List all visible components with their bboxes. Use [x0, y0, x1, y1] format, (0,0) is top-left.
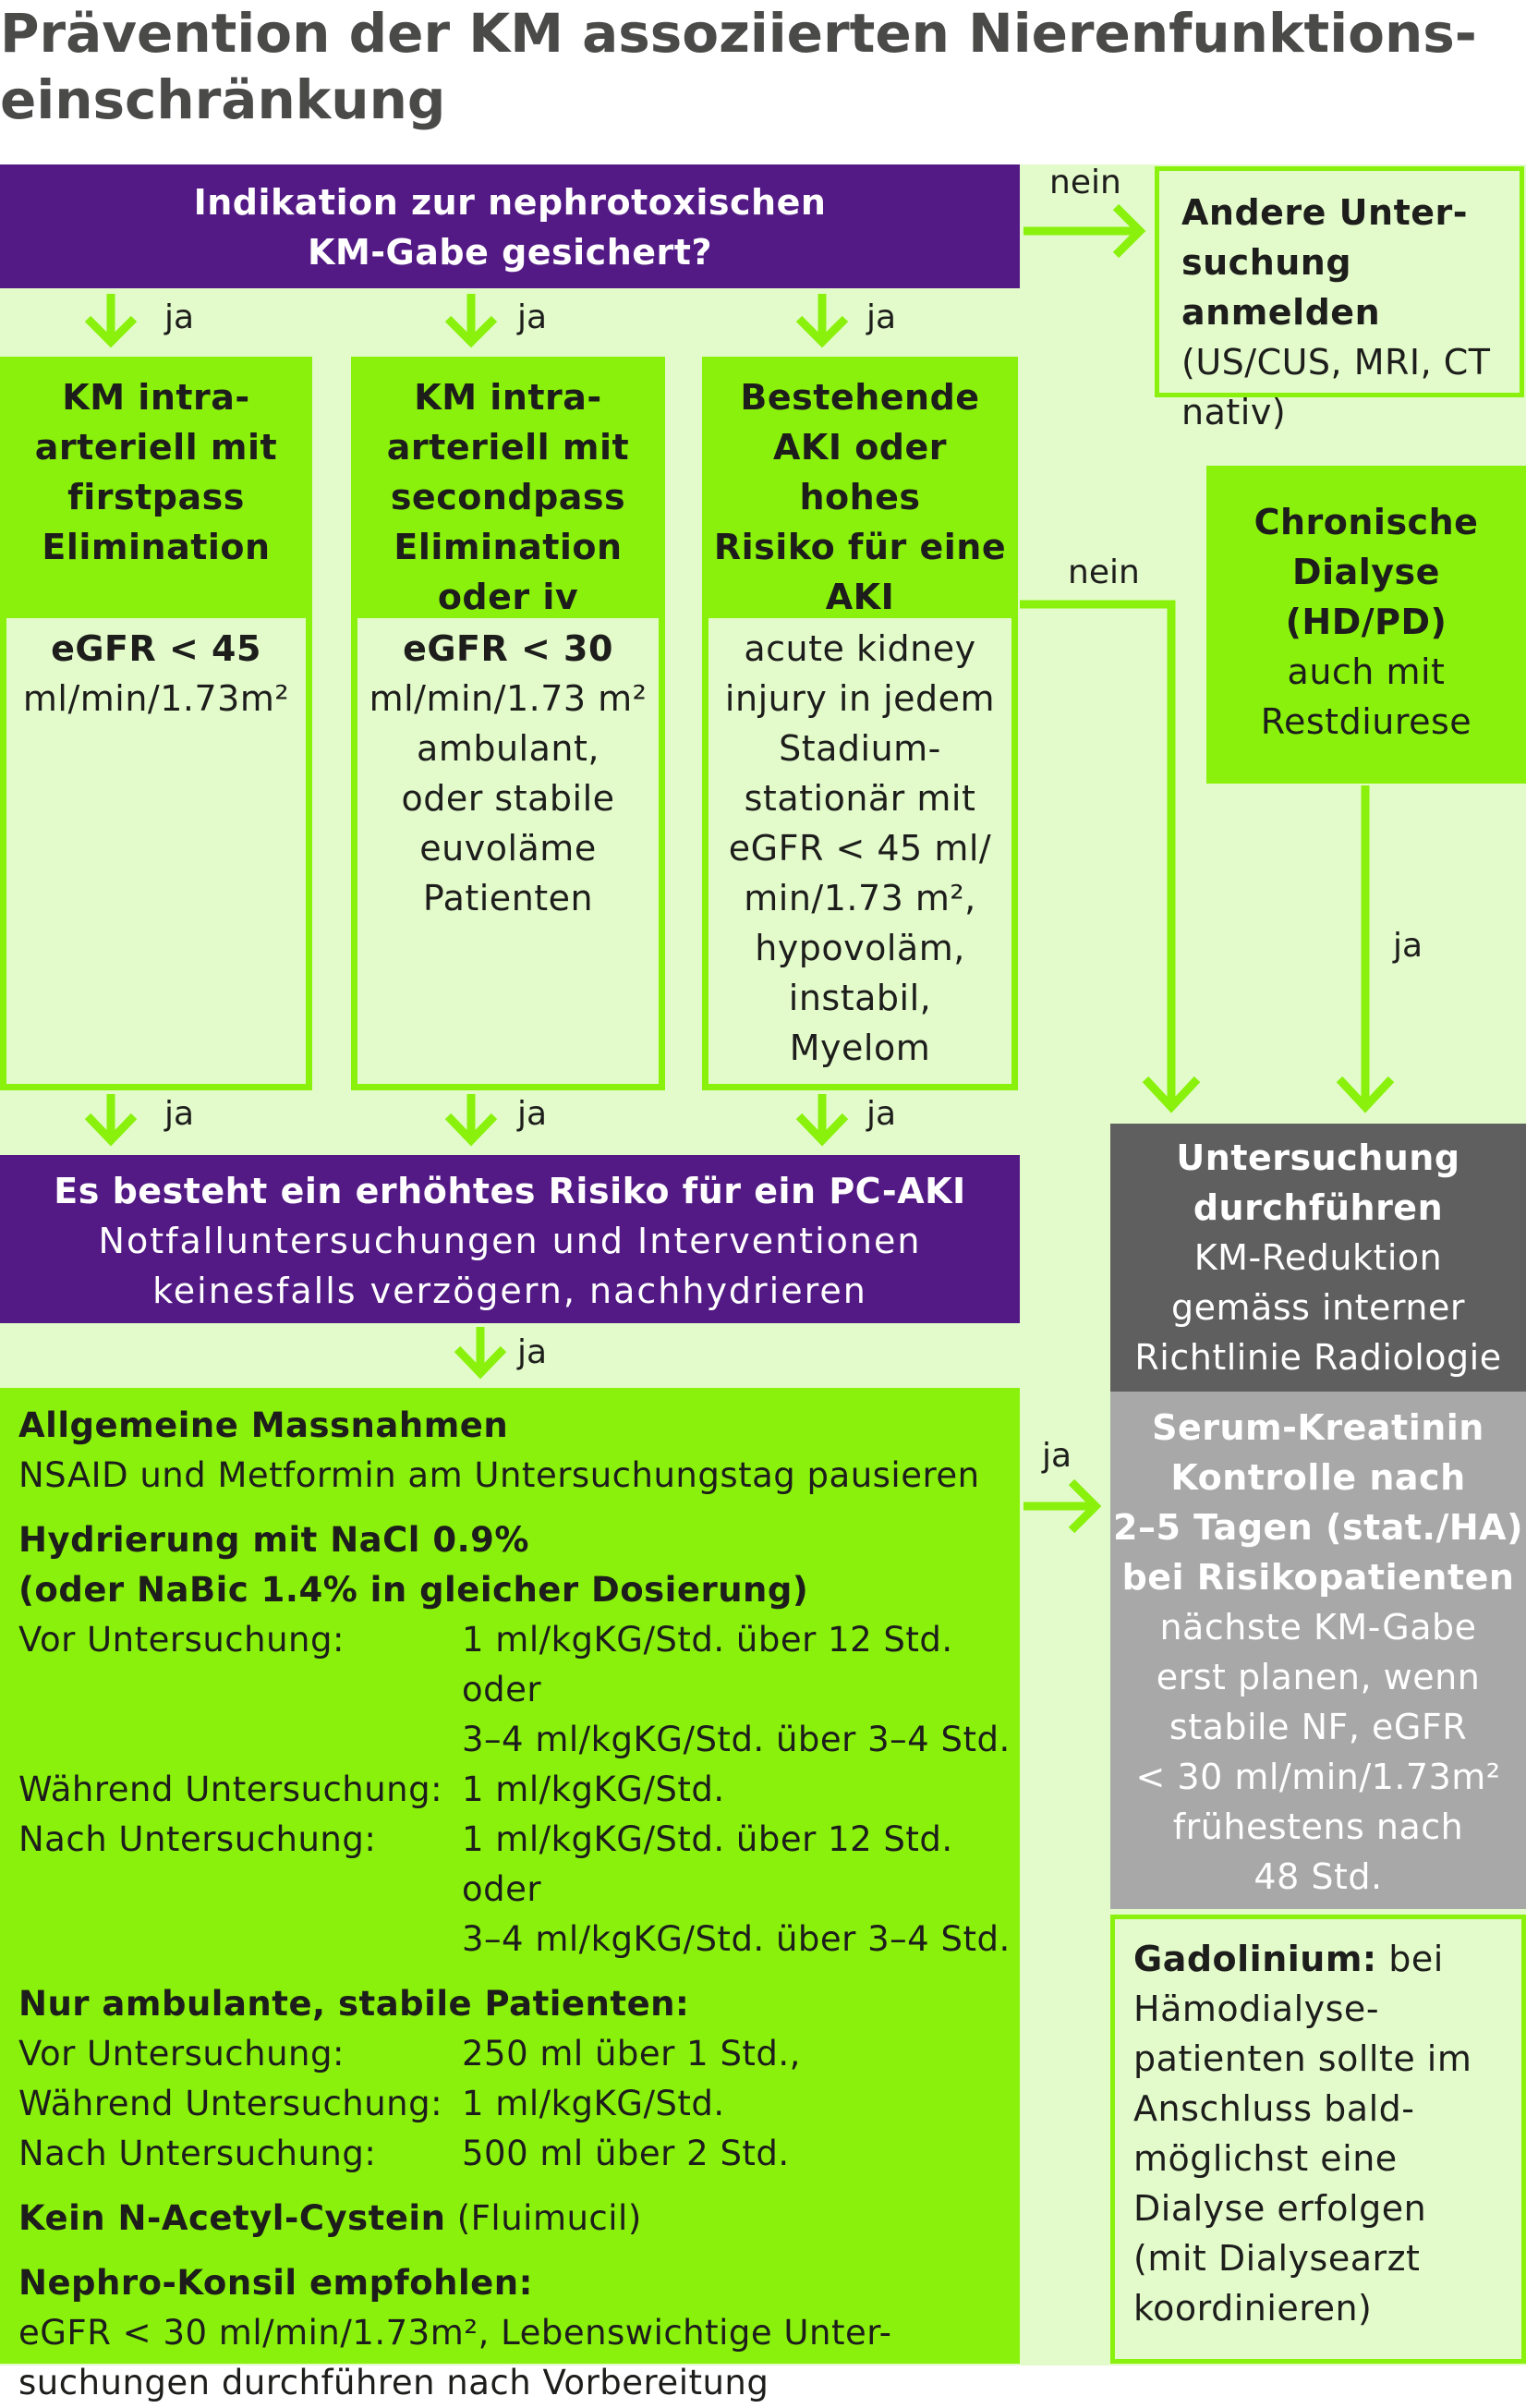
column-aki-line-5: eGFR < 45 ml/: [728, 828, 992, 869]
risk-text-1: Notfalluntersuchungen und Interventionen: [98, 1221, 922, 1261]
hydration-after-label: Nach Untersuchung:: [18, 1819, 377, 1859]
risk-text-2: keinesfalls verzögern, nachhydrieren: [152, 1271, 867, 1311]
outpatient-before-value: 250 ml über 1 Std.,: [462, 2034, 801, 2074]
dialysis-text-1: auch mit: [1287, 651, 1446, 692]
column-aki-line-4: stationär mit: [744, 778, 976, 819]
gadolinium-line-3: Anschluss bald-: [1133, 2088, 1415, 2129]
column-secondpass-header-3: secondpass: [390, 477, 626, 517]
outpatient-after-value: 500 ml über 2 Std.: [462, 2134, 790, 2173]
creatinine-text-4: < 30 ml/min/1.73m²: [1135, 1757, 1501, 1797]
title-line-1: Prävention der KM assoziierten Nierenfunktions-: [0, 2, 1477, 65]
nephro-title: Nephro-Konsil empfohlen:: [18, 2263, 533, 2303]
creatinine-text-6: 48 Std.: [1254, 1856, 1383, 1897]
hydration-after-value-2: 3–4 ml/kgKG/Std. über 3–4 Std.: [462, 1919, 1011, 1959]
question-line-1: Indikation zur nephrotoxischen: [193, 182, 827, 223]
other-exam-title-1: Andere Unter-: [1181, 192, 1469, 233]
perform-text-1: KM-Reduktion: [1193, 1237, 1443, 1278]
column-aki-header-4: AKI: [825, 577, 895, 617]
perform-title-2: durchführen: [1193, 1187, 1444, 1228]
general-measures-title: Allgemeine Massnahmen: [18, 1405, 509, 1445]
hydration-title-2: (oder NaBic 1.4% in gleicher Dosierung): [18, 1570, 809, 1610]
creatinine-text-5: frühestens nach: [1172, 1806, 1464, 1847]
column-firstpass-egfr: eGFR < 45: [51, 628, 261, 669]
hydration-title-1: Hydrierung mit NaCl 0.9%: [18, 1520, 529, 1560]
column-secondpass-line-1: ml/min/1.73 m²: [369, 678, 648, 719]
nac-text: (Fluimucil): [445, 2198, 642, 2238]
nephro-text-2: suchungen durchführen nach Vorbereitung: [18, 2363, 769, 2402]
arrow-col1-risk: [88, 1094, 134, 1140]
outpatient-during-label: Während Untersuchung:: [18, 2084, 443, 2123]
arrow-dialysis-perform: [1339, 785, 1391, 1107]
gadolinium-line-4: möglichst eine: [1133, 2138, 1398, 2179]
arrow-col3-risk: [799, 1094, 845, 1140]
outpatient-before-label: Vor Untersuchung:: [18, 2034, 345, 2074]
column-secondpass-line-3: oder stabile: [401, 778, 615, 819]
label-ja-col2-risk: ja: [517, 1095, 548, 1133]
arrow-q-col2: [448, 294, 494, 342]
other-exam-text-2: nativ): [1181, 392, 1287, 432]
perform-title-1: Untersuchung: [1176, 1137, 1460, 1178]
outpatient-during-value: 1 ml/kgKG/Std.: [462, 2084, 725, 2123]
label-ja-q-col3: ja: [866, 298, 897, 336]
label-ja-dialysis: ja: [1393, 927, 1423, 965]
arrow-q-col3: [799, 294, 845, 342]
hydration-during-label: Während Untersuchung:: [18, 1770, 443, 1809]
column-secondpass-header-5: oder iv: [437, 577, 579, 617]
column-secondpass-header-1: KM intra-: [414, 377, 602, 418]
perform-text-3: Richtlinie Radiologie: [1134, 1337, 1502, 1378]
question-line-2: KM-Gabe gesichert?: [308, 232, 712, 273]
risk-title: Es besteht ein erhöhtes Risiko für ein PC-AKI: [54, 1171, 966, 1211]
creatinine-text-1: nächste KM-Gabe: [1159, 1607, 1477, 1648]
arrow-q-col1: [88, 294, 134, 342]
gadolinium-line-1: Hämodialyse-: [1133, 1988, 1380, 2029]
column-firstpass-unit: ml/min/1.73m²: [22, 678, 290, 719]
dialysis-title-2: Dialyse: [1292, 552, 1440, 592]
hydration-before-value-2: 3–4 ml/kgKG/Std. über 3–4 Std.: [462, 1720, 1011, 1759]
label-ja-measures-creatinine: ja: [1042, 1437, 1072, 1475]
general-measures-text: NSAID und Metformin am Untersuchungstag pausieren: [18, 1455, 980, 1495]
creatinine-title-4: bei Risikopatienten: [1121, 1557, 1515, 1598]
column-secondpass-line-4: euvoläme: [419, 828, 597, 869]
gadolinium-first: bei: [1376, 1939, 1444, 1979]
gadolinium-title: Gadolinium:: [1133, 1939, 1377, 1979]
nac-title: Kein N-Acetyl-Cystein: [18, 2198, 446, 2238]
creatinine-title-2: Kontrolle nach: [1170, 1457, 1466, 1498]
creatinine-text-3: stabile NF, eGFR: [1169, 1707, 1468, 1747]
column-aki-line-1: acute kidney: [744, 628, 976, 669]
perform-text-2: gemäss interner: [1171, 1287, 1465, 1328]
arrow-col3-perform: [1020, 604, 1197, 1107]
arrow-q-other: [1023, 207, 1140, 255]
column-firstpass-header-1: KM intra-: [62, 377, 250, 418]
other-exam-title-2: suchung anmelden: [1181, 242, 1381, 333]
creatinine-text-2: erst planen, wenn: [1156, 1657, 1481, 1697]
dialysis-title-1: Chronische: [1254, 502, 1479, 542]
column-firstpass-header-3: firstpass: [67, 477, 245, 517]
hydration-during-value: 1 ml/kgKG/Std.: [462, 1770, 725, 1809]
arrow-col2-risk: [448, 1094, 494, 1140]
column-secondpass-header-2: arteriell mit: [386, 427, 630, 468]
column-secondpass-line-2: ambulant,: [417, 728, 600, 769]
column-aki-line-9: Myelom: [789, 1028, 931, 1068]
column-aki-line-8: instabil,: [788, 978, 932, 1018]
arrow-risk-measures: [457, 1327, 503, 1373]
label-ja-col1-risk: ja: [164, 1095, 195, 1133]
column-secondpass-line-5: Patienten: [422, 878, 594, 918]
column-secondpass-egfr: eGFR < 30: [403, 628, 613, 669]
title-line-2: einschränkung: [0, 68, 446, 131]
hydration-before-label: Vor Untersuchung:: [18, 1620, 345, 1660]
gadolinium-line-5: Dialyse erfolgen: [1133, 2188, 1427, 2229]
hydration-before-value-1: 1 ml/kgKG/Std. über 12 Std. oder: [462, 1620, 953, 1709]
label-ja-q-col1: ja: [164, 298, 195, 336]
column-aki-header-1: Bestehende: [740, 377, 980, 418]
label-nein-col3: nein: [1068, 553, 1140, 591]
other-exam-text-1: (US/CUS, MRI, CT: [1181, 342, 1491, 383]
gadolinium-line-2: patienten sollte im: [1133, 2038, 1472, 2079]
column-aki-header-3: Risiko für eine: [713, 527, 1007, 567]
outpatient-title: Nur ambulante, stabile Patienten:: [18, 1984, 690, 2024]
label-ja-risk-measures: ja: [517, 1333, 548, 1371]
column-firstpass-header-4: Elimination: [42, 527, 271, 567]
column-aki-line-7: hypovoläm,: [755, 928, 965, 968]
column-aki-line-3: Stadium-: [779, 728, 941, 769]
gadolinium-line-7: koordinieren): [1133, 2288, 1373, 2329]
arrow-measures-creatinine: [1023, 1482, 1096, 1530]
dialysis-text-2: Restdiurese: [1260, 701, 1472, 742]
column-aki-header-2: AKI oder hohes: [772, 427, 948, 517]
creatinine-title-3: 2–5 Tagen (stat./HA): [1113, 1507, 1523, 1548]
column-firstpass-header-2: arteriell mit: [34, 427, 278, 468]
column-aki-line-2: injury in jedem: [724, 678, 996, 719]
dialysis-title-3: (HD/PD): [1285, 602, 1447, 642]
nephro-text-1: eGFR < 30 ml/min/1.73m², Lebenswichtige Unter-: [18, 2313, 892, 2353]
column-secondpass-header-4: Elimination: [394, 527, 623, 567]
label-ja-col3-risk: ja: [866, 1095, 897, 1133]
label-nein-other: nein: [1049, 164, 1121, 201]
outpatient-after-label: Nach Untersuchung:: [18, 2134, 377, 2173]
column-aki-line-6: min/1.73 m²,: [744, 878, 976, 918]
label-ja-q-col2: ja: [517, 298, 548, 336]
creatinine-title-1: Serum-Kreatinin: [1152, 1407, 1484, 1448]
gadolinium-line-6: (mit Dialysearzt: [1133, 2238, 1421, 2279]
hydration-after-value-1: 1 ml/kgKG/Std. über 12 Std. oder: [462, 1819, 953, 1909]
